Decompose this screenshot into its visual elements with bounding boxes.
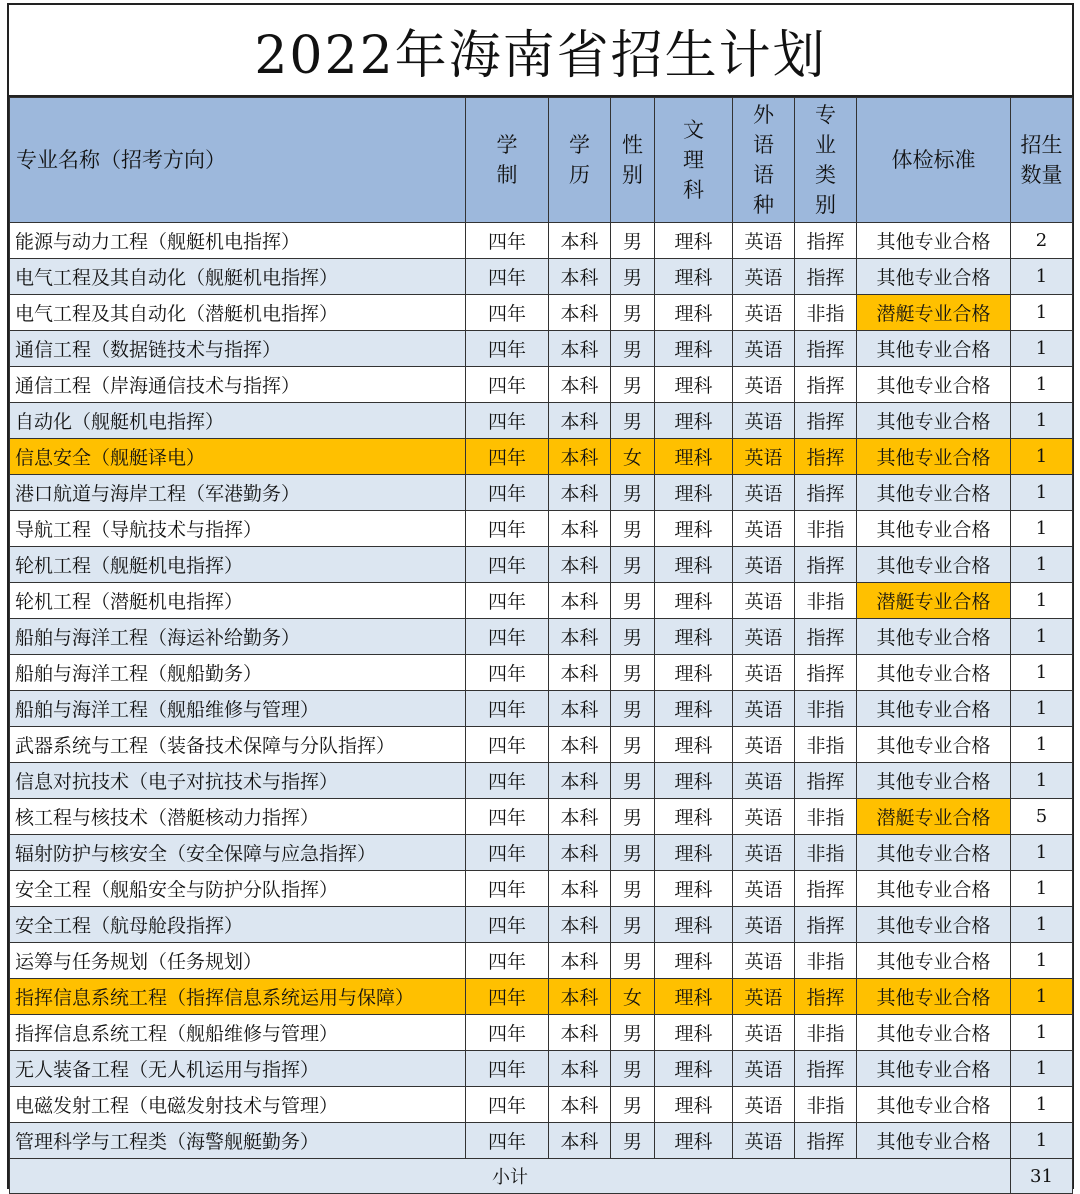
waiyu-cell: 英语 bbox=[733, 1051, 795, 1087]
waiyu-cell: 英语 bbox=[733, 331, 795, 367]
major-name-cell: 信息安全（舰艇译电） bbox=[10, 439, 466, 475]
xuezhi-cell: 四年 bbox=[466, 403, 549, 439]
xueli-cell: 本科 bbox=[549, 259, 611, 295]
table-row bbox=[10, 295, 1073, 331]
count-cell: 1 bbox=[1011, 763, 1073, 799]
table-row bbox=[10, 439, 1073, 475]
wenli-cell: 理科 bbox=[655, 367, 733, 403]
wenli-cell: 理科 bbox=[655, 943, 733, 979]
xingbie-cell: 男 bbox=[611, 403, 655, 439]
header-xingbie: 性 别 bbox=[611, 98, 655, 223]
xingbie-cell: 男 bbox=[611, 1087, 655, 1123]
tijian-cell: 其他专业合格 bbox=[857, 691, 1011, 727]
wenli-cell: 理科 bbox=[655, 511, 733, 547]
xuezhi-cell: 四年 bbox=[466, 295, 549, 331]
leibie-cell: 指挥 bbox=[795, 655, 857, 691]
waiyu-cell: 英语 bbox=[733, 799, 795, 835]
major-name-cell: 电气工程及其自动化（舰艇机电指挥） bbox=[10, 259, 466, 295]
leibie-cell: 指挥 bbox=[795, 979, 857, 1015]
header-tijian: 体检标准 bbox=[857, 98, 1011, 223]
xuezhi-cell: 四年 bbox=[466, 1015, 549, 1051]
xingbie-cell: 男 bbox=[611, 799, 655, 835]
subtotal-row bbox=[10, 1159, 1073, 1194]
waiyu-cell: 英语 bbox=[733, 907, 795, 943]
xuezhi-cell: 四年 bbox=[466, 619, 549, 655]
tijian-cell: 其他专业合格 bbox=[857, 331, 1011, 367]
table-row bbox=[10, 1123, 1073, 1159]
header-waiyu: 外 语 语 种 bbox=[733, 98, 795, 223]
count-cell: 1 bbox=[1011, 655, 1073, 691]
count-cell: 1 bbox=[1011, 727, 1073, 763]
wenli-cell: 理科 bbox=[655, 691, 733, 727]
table-row bbox=[10, 583, 1073, 619]
count-cell: 1 bbox=[1011, 871, 1073, 907]
table-row bbox=[10, 1087, 1073, 1123]
xueli-cell: 本科 bbox=[549, 295, 611, 331]
xingbie-cell: 男 bbox=[611, 655, 655, 691]
count-cell: 1 bbox=[1011, 691, 1073, 727]
leibie-cell: 指挥 bbox=[795, 1051, 857, 1087]
count-cell: 1 bbox=[1011, 475, 1073, 511]
xueli-cell: 本科 bbox=[549, 907, 611, 943]
count-cell: 1 bbox=[1011, 1015, 1073, 1051]
xuezhi-cell: 四年 bbox=[466, 511, 549, 547]
subtotal-value: 31 bbox=[1011, 1159, 1073, 1194]
leibie-cell: 非指 bbox=[795, 835, 857, 871]
leibie-cell: 指挥 bbox=[795, 367, 857, 403]
xuezhi-cell: 四年 bbox=[466, 943, 549, 979]
xueli-cell: 本科 bbox=[549, 655, 611, 691]
count-cell: 1 bbox=[1011, 511, 1073, 547]
table-body bbox=[10, 223, 1073, 1159]
xingbie-cell: 男 bbox=[611, 1123, 655, 1159]
waiyu-cell: 英语 bbox=[733, 619, 795, 655]
xuezhi-cell: 四年 bbox=[466, 223, 549, 259]
table-row bbox=[10, 907, 1073, 943]
table-row bbox=[10, 835, 1073, 871]
xuezhi-cell: 四年 bbox=[466, 367, 549, 403]
leibie-cell: 非指 bbox=[795, 511, 857, 547]
wenli-cell: 理科 bbox=[655, 1051, 733, 1087]
waiyu-cell: 英语 bbox=[733, 223, 795, 259]
tijian-cell: 其他专业合格 bbox=[857, 1051, 1011, 1087]
xueli-cell: 本科 bbox=[549, 547, 611, 583]
tijian-cell: 其他专业合格 bbox=[857, 475, 1011, 511]
table-row bbox=[10, 367, 1073, 403]
xingbie-cell: 女 bbox=[611, 979, 655, 1015]
waiyu-cell: 英语 bbox=[733, 439, 795, 475]
tijian-cell: 其他专业合格 bbox=[857, 223, 1011, 259]
count-cell: 1 bbox=[1011, 907, 1073, 943]
table-row bbox=[10, 475, 1073, 511]
tijian-cell: 潜艇专业合格 bbox=[857, 799, 1011, 835]
count-cell: 1 bbox=[1011, 1051, 1073, 1087]
xueli-cell: 本科 bbox=[549, 1051, 611, 1087]
tijian-cell: 其他专业合格 bbox=[857, 979, 1011, 1015]
count-cell: 1 bbox=[1011, 295, 1073, 331]
xuezhi-cell: 四年 bbox=[466, 835, 549, 871]
major-name-cell: 通信工程（岸海通信技术与指挥） bbox=[10, 367, 466, 403]
xuezhi-cell: 四年 bbox=[466, 907, 549, 943]
table-row bbox=[10, 979, 1073, 1015]
leibie-cell: 非指 bbox=[795, 799, 857, 835]
major-name-cell: 指挥信息系统工程（舰船维修与管理） bbox=[10, 1015, 466, 1051]
xuezhi-cell: 四年 bbox=[466, 475, 549, 511]
count-cell: 1 bbox=[1011, 259, 1073, 295]
xueli-cell: 本科 bbox=[549, 979, 611, 1015]
xueli-cell: 本科 bbox=[549, 691, 611, 727]
xingbie-cell: 男 bbox=[611, 871, 655, 907]
xuezhi-cell: 四年 bbox=[466, 727, 549, 763]
xuezhi-cell: 四年 bbox=[466, 655, 549, 691]
table-row bbox=[10, 799, 1073, 835]
major-name-cell: 船舶与海洋工程（海运补给勤务） bbox=[10, 619, 466, 655]
admission-plan-sheet bbox=[7, 3, 1074, 1189]
table-row bbox=[10, 655, 1073, 691]
count-cell: 1 bbox=[1011, 835, 1073, 871]
table-row bbox=[10, 763, 1073, 799]
xingbie-cell: 男 bbox=[611, 691, 655, 727]
major-name-cell: 能源与动力工程（舰艇机电指挥） bbox=[10, 223, 466, 259]
xuezhi-cell: 四年 bbox=[466, 1087, 549, 1123]
xingbie-cell: 男 bbox=[611, 835, 655, 871]
table-row bbox=[10, 403, 1073, 439]
header-xueli: 学 历 bbox=[549, 98, 611, 223]
tijian-cell: 其他专业合格 bbox=[857, 367, 1011, 403]
xuezhi-cell: 四年 bbox=[466, 691, 549, 727]
tijian-cell: 其他专业合格 bbox=[857, 871, 1011, 907]
wenli-cell: 理科 bbox=[655, 331, 733, 367]
count-cell: 1 bbox=[1011, 619, 1073, 655]
xueli-cell: 本科 bbox=[549, 763, 611, 799]
major-name-cell: 港口航道与海岸工程（军港勤务） bbox=[10, 475, 466, 511]
table-row bbox=[10, 1015, 1073, 1051]
major-name-cell: 核工程与核技术（潜艇核动力指挥） bbox=[10, 799, 466, 835]
tijian-cell: 其他专业合格 bbox=[857, 1015, 1011, 1051]
count-cell: 5 bbox=[1011, 799, 1073, 835]
wenli-cell: 理科 bbox=[655, 655, 733, 691]
leibie-cell: 指挥 bbox=[795, 439, 857, 475]
xingbie-cell: 男 bbox=[611, 295, 655, 331]
xingbie-cell: 男 bbox=[611, 331, 655, 367]
wenli-cell: 理科 bbox=[655, 907, 733, 943]
wenli-cell: 理科 bbox=[655, 547, 733, 583]
leibie-cell: 指挥 bbox=[795, 763, 857, 799]
waiyu-cell: 英语 bbox=[733, 475, 795, 511]
xingbie-cell: 男 bbox=[611, 763, 655, 799]
page-title: 2022年海南省招生计划 bbox=[9, 5, 1072, 97]
xingbie-cell: 男 bbox=[611, 223, 655, 259]
xueli-cell: 本科 bbox=[549, 583, 611, 619]
xuezhi-cell: 四年 bbox=[466, 763, 549, 799]
wenli-cell: 理科 bbox=[655, 475, 733, 511]
xueli-cell: 本科 bbox=[549, 223, 611, 259]
leibie-cell: 非指 bbox=[795, 295, 857, 331]
xingbie-cell: 男 bbox=[611, 619, 655, 655]
table-header-row bbox=[10, 98, 1073, 223]
wenli-cell: 理科 bbox=[655, 799, 733, 835]
tijian-cell: 其他专业合格 bbox=[857, 727, 1011, 763]
waiyu-cell: 英语 bbox=[733, 583, 795, 619]
waiyu-cell: 英语 bbox=[733, 403, 795, 439]
tijian-cell: 其他专业合格 bbox=[857, 511, 1011, 547]
table-row bbox=[10, 511, 1073, 547]
xingbie-cell: 男 bbox=[611, 907, 655, 943]
waiyu-cell: 英语 bbox=[733, 367, 795, 403]
count-cell: 1 bbox=[1011, 943, 1073, 979]
wenli-cell: 理科 bbox=[655, 403, 733, 439]
tijian-cell: 其他专业合格 bbox=[857, 1123, 1011, 1159]
subtotal-label: 小计 bbox=[10, 1159, 1011, 1194]
count-cell: 1 bbox=[1011, 1123, 1073, 1159]
major-name-cell: 管理科学与工程类（海警舰艇勤务） bbox=[10, 1123, 466, 1159]
xuezhi-cell: 四年 bbox=[466, 1123, 549, 1159]
waiyu-cell: 英语 bbox=[733, 979, 795, 1015]
xueli-cell: 本科 bbox=[549, 871, 611, 907]
header-zhuanye-leibie: 专 业 类 别 bbox=[795, 98, 857, 223]
count-cell: 1 bbox=[1011, 331, 1073, 367]
table-row bbox=[10, 259, 1073, 295]
leibie-cell: 指挥 bbox=[795, 907, 857, 943]
header-wenlike: 文 理 科 bbox=[655, 98, 733, 223]
wenli-cell: 理科 bbox=[655, 871, 733, 907]
xuezhi-cell: 四年 bbox=[466, 439, 549, 475]
table-row bbox=[10, 223, 1073, 259]
xueli-cell: 本科 bbox=[549, 439, 611, 475]
leibie-cell: 指挥 bbox=[795, 259, 857, 295]
major-name-cell: 安全工程（舰船安全与防护分队指挥） bbox=[10, 871, 466, 907]
table-row bbox=[10, 1051, 1073, 1087]
xueli-cell: 本科 bbox=[549, 799, 611, 835]
xuezhi-cell: 四年 bbox=[466, 979, 549, 1015]
xuezhi-cell: 四年 bbox=[466, 331, 549, 367]
count-cell: 1 bbox=[1011, 367, 1073, 403]
leibie-cell: 非指 bbox=[795, 943, 857, 979]
xueli-cell: 本科 bbox=[549, 331, 611, 367]
xingbie-cell: 男 bbox=[611, 475, 655, 511]
major-name-cell: 船舶与海洋工程（舰船维修与管理） bbox=[10, 691, 466, 727]
wenli-cell: 理科 bbox=[655, 1015, 733, 1051]
leibie-cell: 非指 bbox=[795, 691, 857, 727]
waiyu-cell: 英语 bbox=[733, 1015, 795, 1051]
waiyu-cell: 英语 bbox=[733, 691, 795, 727]
major-name-cell: 自动化（舰艇机电指挥） bbox=[10, 403, 466, 439]
xingbie-cell: 男 bbox=[611, 727, 655, 763]
major-name-cell: 轮机工程（潜艇机电指挥） bbox=[10, 583, 466, 619]
major-name-cell: 电磁发射工程（电磁发射技术与管理） bbox=[10, 1087, 466, 1123]
wenli-cell: 理科 bbox=[655, 223, 733, 259]
leibie-cell: 指挥 bbox=[795, 1123, 857, 1159]
count-cell: 2 bbox=[1011, 223, 1073, 259]
wenli-cell: 理科 bbox=[655, 763, 733, 799]
xuezhi-cell: 四年 bbox=[466, 583, 549, 619]
waiyu-cell: 英语 bbox=[733, 259, 795, 295]
leibie-cell: 指挥 bbox=[795, 331, 857, 367]
xingbie-cell: 男 bbox=[611, 259, 655, 295]
tijian-cell: 其他专业合格 bbox=[857, 439, 1011, 475]
xueli-cell: 本科 bbox=[549, 619, 611, 655]
major-name-cell: 轮机工程（舰艇机电指挥） bbox=[10, 547, 466, 583]
tijian-cell: 其他专业合格 bbox=[857, 835, 1011, 871]
xingbie-cell: 男 bbox=[611, 943, 655, 979]
table-row bbox=[10, 943, 1073, 979]
waiyu-cell: 英语 bbox=[733, 1123, 795, 1159]
tijian-cell: 潜艇专业合格 bbox=[857, 295, 1011, 331]
wenli-cell: 理科 bbox=[655, 1123, 733, 1159]
xingbie-cell: 女 bbox=[611, 439, 655, 475]
count-cell: 1 bbox=[1011, 439, 1073, 475]
major-name-cell: 无人装备工程（无人机运用与指挥） bbox=[10, 1051, 466, 1087]
xuezhi-cell: 四年 bbox=[466, 259, 549, 295]
tijian-cell: 其他专业合格 bbox=[857, 907, 1011, 943]
leibie-cell: 非指 bbox=[795, 1087, 857, 1123]
waiyu-cell: 英语 bbox=[733, 655, 795, 691]
tijian-cell: 其他专业合格 bbox=[857, 619, 1011, 655]
waiyu-cell: 英语 bbox=[733, 871, 795, 907]
xingbie-cell: 男 bbox=[611, 511, 655, 547]
major-name-cell: 武器系统与工程（装备技术保障与分队指挥） bbox=[10, 727, 466, 763]
table-row bbox=[10, 547, 1073, 583]
xuezhi-cell: 四年 bbox=[466, 799, 549, 835]
xueli-cell: 本科 bbox=[549, 475, 611, 511]
tijian-cell: 其他专业合格 bbox=[857, 943, 1011, 979]
table-row bbox=[10, 619, 1073, 655]
wenli-cell: 理科 bbox=[655, 1087, 733, 1123]
leibie-cell: 指挥 bbox=[795, 475, 857, 511]
admission-plan-table bbox=[9, 97, 1073, 1194]
xueli-cell: 本科 bbox=[549, 367, 611, 403]
count-cell: 1 bbox=[1011, 403, 1073, 439]
tijian-cell: 其他专业合格 bbox=[857, 403, 1011, 439]
major-name-cell: 通信工程（数据链技术与指挥） bbox=[10, 331, 466, 367]
waiyu-cell: 英语 bbox=[733, 511, 795, 547]
leibie-cell: 指挥 bbox=[795, 547, 857, 583]
wenli-cell: 理科 bbox=[655, 583, 733, 619]
major-name-cell: 电气工程及其自动化（潜艇机电指挥） bbox=[10, 295, 466, 331]
leibie-cell: 指挥 bbox=[795, 619, 857, 655]
leibie-cell: 指挥 bbox=[795, 403, 857, 439]
count-cell: 1 bbox=[1011, 547, 1073, 583]
xingbie-cell: 男 bbox=[611, 367, 655, 403]
major-name-cell: 安全工程（航母舱段指挥） bbox=[10, 907, 466, 943]
waiyu-cell: 英语 bbox=[733, 295, 795, 331]
major-name-cell: 辐射防护与核安全（安全保障与应急指挥） bbox=[10, 835, 466, 871]
waiyu-cell: 英语 bbox=[733, 1087, 795, 1123]
waiyu-cell: 英语 bbox=[733, 943, 795, 979]
count-cell: 1 bbox=[1011, 1087, 1073, 1123]
table-row bbox=[10, 691, 1073, 727]
xueli-cell: 本科 bbox=[549, 1087, 611, 1123]
wenli-cell: 理科 bbox=[655, 439, 733, 475]
leibie-cell: 非指 bbox=[795, 1015, 857, 1051]
tijian-cell: 其他专业合格 bbox=[857, 547, 1011, 583]
xueli-cell: 本科 bbox=[549, 727, 611, 763]
tijian-cell: 其他专业合格 bbox=[857, 259, 1011, 295]
tijian-cell: 其他专业合格 bbox=[857, 1087, 1011, 1123]
header-major-name: 专业名称（招考方向） bbox=[10, 98, 466, 223]
xueli-cell: 本科 bbox=[549, 1015, 611, 1051]
wenli-cell: 理科 bbox=[655, 835, 733, 871]
major-name-cell: 船舶与海洋工程（舰船勤务） bbox=[10, 655, 466, 691]
leibie-cell: 非指 bbox=[795, 583, 857, 619]
wenli-cell: 理科 bbox=[655, 295, 733, 331]
table-row bbox=[10, 331, 1073, 367]
table-row bbox=[10, 871, 1073, 907]
xuezhi-cell: 四年 bbox=[466, 547, 549, 583]
leibie-cell: 指挥 bbox=[795, 223, 857, 259]
header-shuliang: 招生 数量 bbox=[1011, 98, 1073, 223]
xueli-cell: 本科 bbox=[549, 403, 611, 439]
major-name-cell: 信息对抗技术（电子对抗技术与指挥） bbox=[10, 763, 466, 799]
xueli-cell: 本科 bbox=[549, 943, 611, 979]
xingbie-cell: 男 bbox=[611, 583, 655, 619]
table-row bbox=[10, 727, 1073, 763]
tijian-cell: 其他专业合格 bbox=[857, 763, 1011, 799]
tijian-cell: 潜艇专业合格 bbox=[857, 583, 1011, 619]
xueli-cell: 本科 bbox=[549, 511, 611, 547]
waiyu-cell: 英语 bbox=[733, 763, 795, 799]
leibie-cell: 指挥 bbox=[795, 871, 857, 907]
waiyu-cell: 英语 bbox=[733, 835, 795, 871]
xuezhi-cell: 四年 bbox=[466, 1051, 549, 1087]
count-cell: 1 bbox=[1011, 979, 1073, 1015]
xingbie-cell: 男 bbox=[611, 547, 655, 583]
header-xuezhi: 学 制 bbox=[466, 98, 549, 223]
xueli-cell: 本科 bbox=[549, 835, 611, 871]
wenli-cell: 理科 bbox=[655, 619, 733, 655]
xueli-cell: 本科 bbox=[549, 1123, 611, 1159]
xingbie-cell: 男 bbox=[611, 1015, 655, 1051]
major-name-cell: 指挥信息系统工程（指挥信息系统运用与保障） bbox=[10, 979, 466, 1015]
xuezhi-cell: 四年 bbox=[466, 871, 549, 907]
xingbie-cell: 男 bbox=[611, 1051, 655, 1087]
wenli-cell: 理科 bbox=[655, 727, 733, 763]
count-cell: 1 bbox=[1011, 583, 1073, 619]
major-name-cell: 导航工程（导航技术与指挥） bbox=[10, 511, 466, 547]
wenli-cell: 理科 bbox=[655, 979, 733, 1015]
waiyu-cell: 英语 bbox=[733, 547, 795, 583]
leibie-cell: 非指 bbox=[795, 727, 857, 763]
wenli-cell: 理科 bbox=[655, 259, 733, 295]
tijian-cell: 其他专业合格 bbox=[857, 655, 1011, 691]
major-name-cell: 运筹与任务规划（任务规划） bbox=[10, 943, 466, 979]
waiyu-cell: 英语 bbox=[733, 727, 795, 763]
